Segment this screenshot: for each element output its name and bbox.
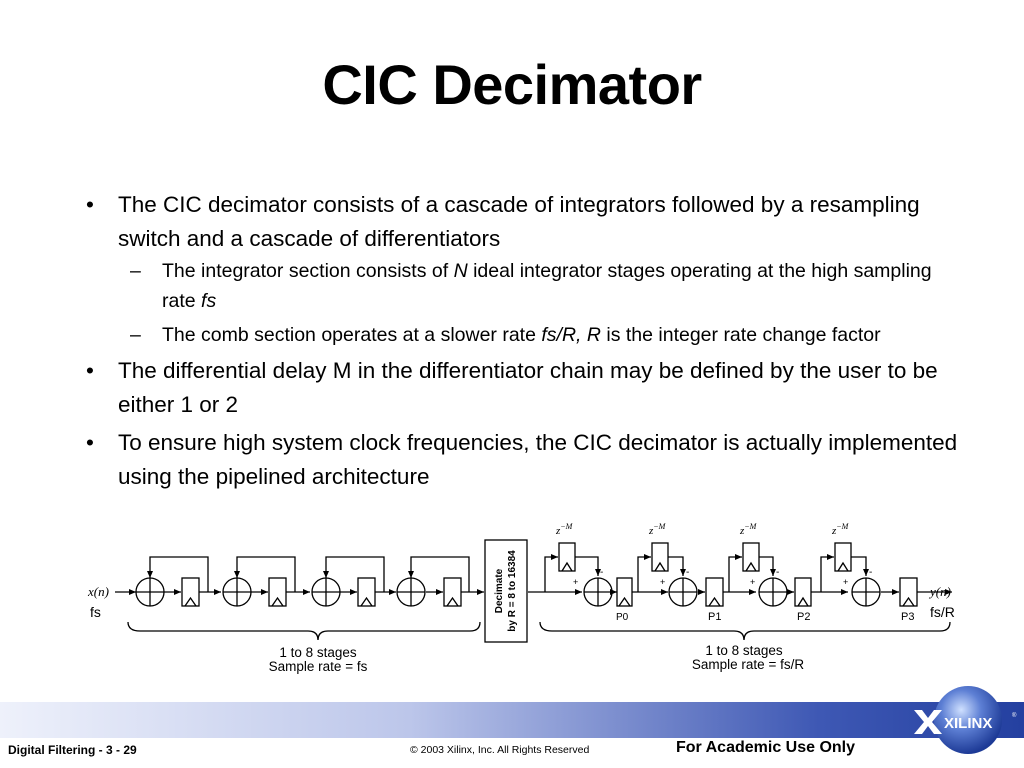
input-label: x(n) [88, 584, 109, 599]
cic-block-diagram [0, 510, 1024, 690]
footer-usage-note: For Academic Use Only [676, 739, 856, 756]
decimate-label: Decimate [494, 568, 505, 614]
footer-page-label: Digital Filtering - 3 - 29 [8, 743, 137, 757]
sub-bullet-text: The integrator section consists of N ideal integrator stages operating at the high sampling rate fs [162, 260, 932, 312]
pipeline-register-p0 [617, 578, 632, 606]
bullet-item [82, 426, 962, 494]
comb-caption: 1 to 8 stages [705, 643, 783, 658]
bullet-marker: • [86, 430, 94, 455]
plus-sign: + [843, 577, 849, 587]
integrator-register [182, 578, 199, 606]
delay-label: $z^{-M}$ [832, 522, 849, 537]
decimate-block [485, 540, 527, 642]
bullet-item [82, 188, 962, 256]
pipeline-register-p2 [795, 578, 811, 606]
plus-sign: + [573, 577, 579, 587]
bullet-text: The CIC decimator consists of a cascade of integrators followed by a resampling switch and a cascade of differentiators [118, 192, 920, 251]
integrator-register [444, 578, 461, 606]
bullet-text: To ensure high system clock frequencies, the CIC decimator is actually implemented using the pipelined architecture [118, 430, 958, 489]
sub-bullet-item [82, 320, 962, 350]
plus-sign: + [660, 577, 666, 587]
integrator-register [269, 578, 286, 606]
integrator-register [358, 578, 375, 606]
output-label: y(n) [930, 584, 951, 599]
bullet-list [82, 188, 962, 498]
pipeline-label-p0: P0 [616, 612, 629, 623]
delay-label: $z^{-M}$ [556, 522, 573, 537]
pipeline-register-p1 [706, 578, 723, 606]
bullet-marker: • [86, 358, 94, 383]
logo-wordmark: XILINX [944, 715, 993, 732]
plus-sign: + [750, 577, 756, 587]
pipeline-register-p3 [900, 578, 917, 606]
integrator-rate-caption: Sample rate = fs [268, 659, 368, 674]
footer-copyright: © 2003 Xilinx, Inc. All Rights Reserved [410, 744, 590, 756]
input-rate-label: fs [90, 604, 101, 620]
registered-mark: ® [1012, 713, 1017, 719]
minus-sign: - [686, 567, 690, 578]
comb-rate-caption: Sample rate = fs/R [691, 657, 805, 672]
decimate-ratio-label: by R = 8 to 16384 [507, 550, 518, 632]
delay-register [835, 543, 851, 571]
sub-bullet-text: The comb section operates at a slower rate fs/R, R is the integer rate change factor [162, 324, 881, 346]
minus-sign: - [600, 567, 604, 578]
delay-register [743, 543, 759, 571]
sub-bullet-marker: – [130, 260, 141, 282]
footer-band [0, 702, 1024, 738]
bullet-marker: • [86, 192, 94, 217]
minus-sign: - [776, 567, 780, 578]
delay-register [652, 543, 668, 571]
bullet-item [82, 354, 962, 422]
pipeline-label-p2: P2 [797, 611, 811, 623]
bullet-text: The differential delay M in the differentiator chain may be defined by the user to be either 1 or 2 [118, 358, 938, 417]
minus-sign: - [869, 567, 873, 578]
pipeline-label-p1: P1 [708, 611, 722, 623]
sub-bullet-marker: – [130, 324, 141, 346]
sub-bullet-item [82, 256, 962, 316]
integrator-brace [128, 622, 480, 640]
output-rate-label: fs/R [930, 604, 955, 620]
xilinx-logo [912, 684, 1022, 756]
delay-label: $z^{-M}$ [740, 522, 757, 537]
delay-register [559, 543, 575, 571]
pipeline-label-p3: P3 [901, 611, 915, 623]
slide-title: CIC Decimator [322, 53, 702, 116]
comb-brace [540, 622, 950, 640]
integrator-caption: 1 to 8 stages [279, 645, 357, 660]
delay-label: $z^{-M}$ [649, 522, 666, 537]
